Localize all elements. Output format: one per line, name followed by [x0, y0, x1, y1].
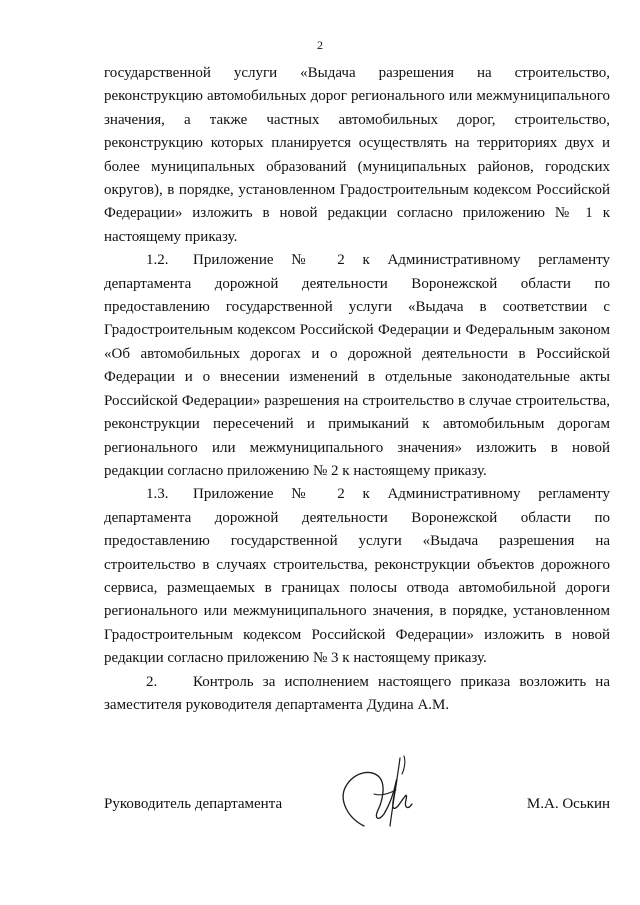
paragraph-1-3 [104, 483, 610, 670]
paragraph-text: Контроль за исполнением настоящего приказа возложить на заместителя руководителя департамента Дудина А.М. [104, 673, 610, 713]
paragraph-number: 1.2. [146, 252, 169, 269]
paragraph-1-2 [104, 249, 610, 483]
page-number: 2 [317, 38, 323, 52]
document-body [104, 62, 610, 717]
signatory-name: М.А. Оськин [526, 796, 610, 812]
paragraph-number: 1.3. [146, 486, 169, 503]
handwritten-signature [334, 752, 434, 832]
paragraph-text: государственной услуги «Выдача разрешения на строительство, реконструкцию автомобильных дорог регионального или межмуниципального значения, а также частных автомобильных дорог, строительство, реконструкцию которых планируется осуществлять на территориях двух и более муниципальных образований (муниципальных районов, городских округов), в порядке, установленном Градостроительным кодексом Российской Федерации» изложить в новой редакции согласно приложению № 1 к настоящему приказу. [104, 65, 610, 245]
paragraph-text: Приложение № 2 к Административному регламенту департамента дорожной деятельности Воронежской области по предоставлению государственной услуги «Выдача в соответствии с Градостроительным кодексом Российской Федерации и Федеральным законом «Об автомобильных дорогах и о дорожной деятельности в Российской Федерации и о внесении изменений в отдельные законодательные акты Российской Федерации» разрешения на строительство в случае строительства, реконструкции пересечений и примыканий к автомобильным дорогам регионального или межмуниципального значения» изложить в новой редакции согласно приложению № 2 к настоящему приказу. [104, 252, 610, 479]
paragraph-1-1-continuation [104, 62, 610, 249]
paragraph-2 [104, 671, 610, 718]
signatory-position: Руководитель департамента [104, 796, 283, 812]
paragraph-text: Приложение № 2 к Административному регламенту департамента дорожной деятельности Воронежской области по предоставлению государственной услуги «Выдача разрешения на строительство в случаях строительства, реконструкции объектов дорожного сервиса, размещаемых в границах полосы отвода автомобильной дороги регионального или межмуниципального значения, в порядке, установленном Градостроительным кодексом Российской Федерации» изложить в новой редакции согласно приложению № 3 к настоящему приказу. [104, 486, 610, 667]
paragraph-number: 2. [146, 673, 158, 690]
